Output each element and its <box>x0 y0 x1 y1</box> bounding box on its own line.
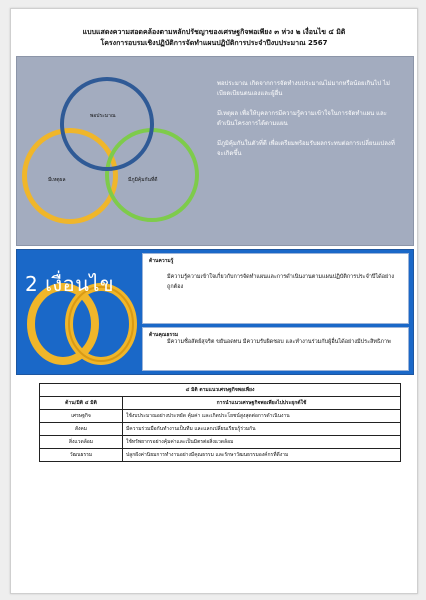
row-application: ปลูกฝังค่านิยมการทำงานอย่างมีคุณธรรม และรักษาวัฒนธรรมองค์กรที่ดีงาม <box>123 449 401 462</box>
table-row <box>40 410 401 423</box>
two-conditions-panel <box>16 249 414 375</box>
document-title <box>11 27 417 49</box>
moderation-label: พอประมาณ <box>90 113 116 119</box>
reason-description: มีเหตุผล เพื่อให้บุคลากรมีความรู้ความเข้าใจในการจัดทำแผน และดำเนินโครงการได้ตามแผน <box>217 110 387 127</box>
reason-label: มีเหตุผล <box>48 177 66 183</box>
principles-descriptions <box>217 79 399 169</box>
moderation-circle <box>60 77 154 171</box>
table-row <box>40 436 401 449</box>
table-row <box>40 449 401 462</box>
conditions-title: 2 เงื่อนไข <box>25 272 115 296</box>
table-caption: ๔ มิติ ตามแนวเศรษฐกิจพอเพียง <box>40 384 401 397</box>
morality-text: มีความซื่อสัตย์สุจริต ขยันอดทน มีความรับผิดชอบ และทำงานร่วมกับผู้อื่นได้อย่างมีประสิทธิภาพ <box>167 339 391 345</box>
row-application: ใช้ทรัพยากรอย่างคุ้มค่าและเป็นมิตรต่อสิ่งแวดล้อม <box>123 436 401 449</box>
knowledge-box <box>142 253 409 324</box>
table-header-application: การนำแนวเศรษฐกิจพอเพียงไปประยุกต์ใช้ <box>123 397 401 410</box>
knowledge-text: มีความรู้ความเข้าใจเกี่ยวกับการจัดทำแผนและการดำเนินงานตามแผนปฏิบัติการประจำปีได้อย่างถูกต้อง <box>167 274 395 290</box>
title-line-1: แบบแสดงความสอดคล้องตามหลักปรัชญาของเศรษฐกิจพอเพียง ๓ ห่วง ๒ เงื่อนไข ๔ มิติ <box>82 28 346 36</box>
immunity-label: มีภูมิคุ้มกันที่ดี <box>128 177 158 183</box>
three-principles-panel <box>16 56 414 246</box>
moderation-description: พอประมาณ เกิดจากการจัดทำงบประมาณไม่มากหรือน้อยเกินไป ไม่เบียดเบียนตนเองและผู้อื่น <box>217 80 390 97</box>
row-dimension: เศรษฐกิจ <box>40 410 123 423</box>
morality-heading: ด้านคุณธรรม <box>149 332 179 338</box>
row-dimension: วัฒนธรรม <box>40 449 123 462</box>
table-header-dimension: ด้าน/มิติ ๔ มิติ <box>40 397 123 410</box>
knowledge-heading: ด้านความรู้ <box>149 258 174 264</box>
four-dimensions-table <box>39 383 401 462</box>
row-application: มีความร่วมมือกันทำงานเป็นทีม และแลกเปลี่ยนเรียนรู้ร่วมกัน <box>123 423 401 436</box>
document-page <box>10 8 418 594</box>
immunity-description: มีภูมิคุ้มกันในตัวที่ดี เพื่อเตรียมพร้อมรับผลกระทบต่อการเปลี่ยนแปลงที่จะเกิดขึ้น <box>217 140 395 157</box>
title-line-2: โครงการอบรมเชิงปฏิบัติการจัดทำแผนปฏิบัติการประจำปีงบประมาณ 2567 <box>100 39 328 47</box>
table-row <box>40 423 401 436</box>
morality-box <box>142 327 409 371</box>
row-application: ใช้งบประมาณอย่างประหยัด คุ้มค่า และเกิดประโยชน์สูงสุดต่อการดำเนินงาน <box>123 410 401 423</box>
row-dimension: สังคม <box>40 423 123 436</box>
row-dimension: สิ่งแวดล้อม <box>40 436 123 449</box>
